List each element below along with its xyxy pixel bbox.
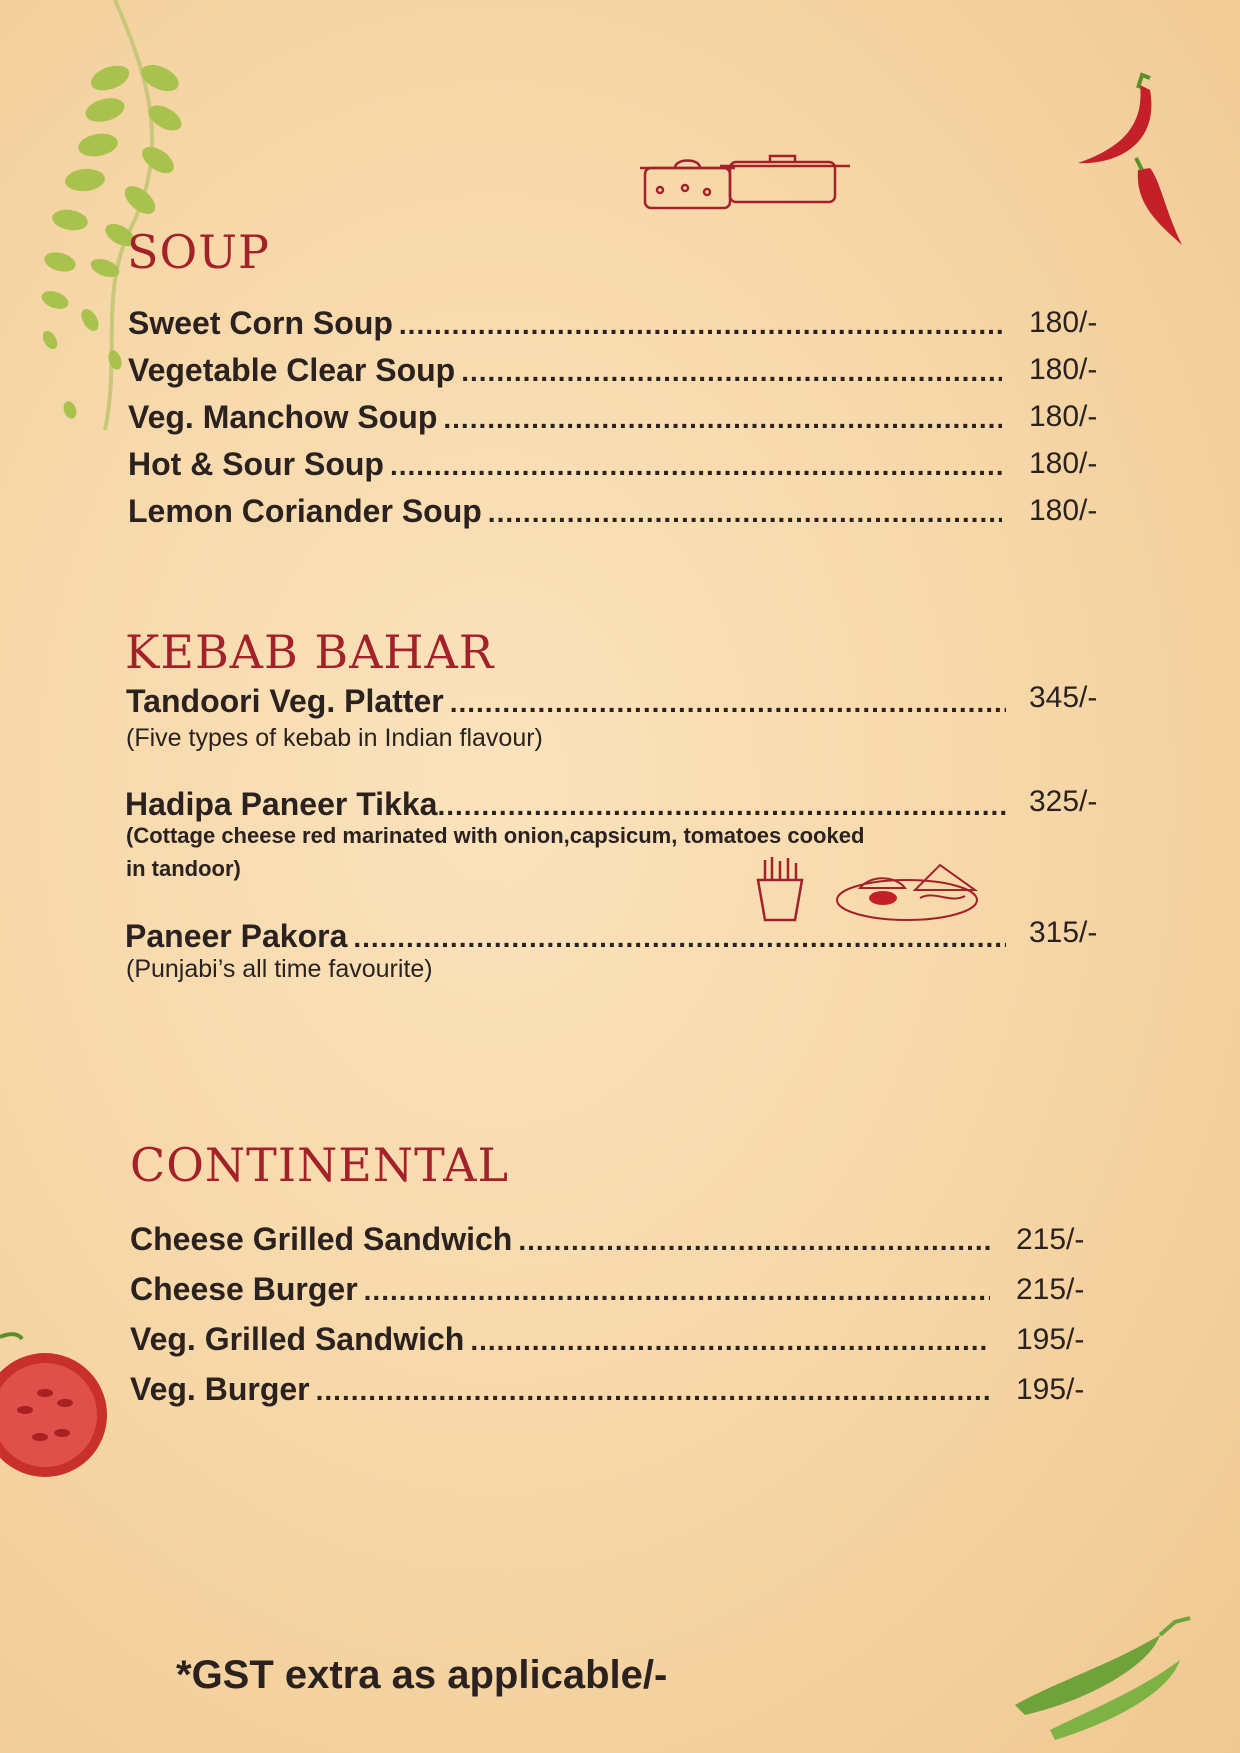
menu-item <box>128 446 1008 483</box>
menu-item <box>130 1321 996 1358</box>
menu-item-name: Veg. Manchow Soup <box>128 399 438 435</box>
leader-dots <box>399 309 1002 341</box>
gst-footnote: *GST extra as applicable/- <box>176 1653 668 1697</box>
leader-dots <box>437 790 1006 822</box>
menu-item-price: 180/- <box>1029 353 1098 386</box>
menu-item-description: (Cottage cheese red marinated with onion,capsicum, tomatoes cooked in tandoor) <box>126 823 865 881</box>
menu-item <box>130 1221 996 1258</box>
menu-item-price: 315/- <box>1029 916 1098 949</box>
menu-item-name: Sweet Corn Soup <box>128 305 393 341</box>
menu-item-name: Paneer Pakora <box>125 918 348 954</box>
leader-dots <box>488 497 1002 529</box>
cookware-illustration <box>635 150 855 215</box>
leader-dots <box>316 1375 990 1407</box>
leader-dots <box>364 1275 990 1307</box>
menu-item-description: (Punjabi’s all time favourite) <box>126 955 433 983</box>
okra-illustration <box>1010 1590 1205 1750</box>
menu-item <box>128 399 1008 436</box>
menu-item-price: 215/- <box>1016 1223 1085 1256</box>
menu-item-price: 195/- <box>1016 1323 1085 1356</box>
menu-item-price: 180/- <box>1029 400 1098 433</box>
menu-item <box>128 352 1008 389</box>
menu-item-price: 345/- <box>1029 681 1098 714</box>
menu-item-name: Lemon Coriander Soup <box>128 493 482 529</box>
section-title-continental: CONTINENTAL <box>130 1138 510 1192</box>
chili-illustration <box>1070 70 1190 270</box>
leader-dots <box>470 1325 990 1357</box>
menu-item-name: Cheese Grilled Sandwich <box>130 1221 513 1257</box>
menu-item-price: 195/- <box>1016 1373 1085 1406</box>
menu-item-name: Hadipa Paneer Tikka <box>125 786 438 822</box>
menu-item <box>128 493 1008 530</box>
leader-dots <box>390 450 1002 482</box>
menu-item-name: Hot & Sour Soup <box>128 446 384 482</box>
menu-item-name: Tandoori Veg. Platter <box>126 683 444 719</box>
menu-item-price: 180/- <box>1029 447 1098 480</box>
menu-item-price: 180/- <box>1029 494 1098 527</box>
menu-item <box>125 786 1012 823</box>
menu-item <box>126 683 1012 720</box>
menu-item <box>130 1271 996 1308</box>
menu-item <box>130 1371 996 1408</box>
menu-item-price: 215/- <box>1016 1273 1085 1306</box>
section-title-kebab-bahar: KEBAB BAHAR <box>125 625 495 679</box>
menu-item-name: Veg. Grilled Sandwich <box>130 1321 465 1357</box>
menu-item <box>125 918 1012 955</box>
leader-dots <box>450 687 1006 719</box>
menu-item-name: Cheese Burger <box>130 1271 358 1307</box>
section-title-soup: SOUP <box>127 225 270 279</box>
leader-dots <box>518 1225 990 1257</box>
menu-item-name: Vegetable Clear Soup <box>128 352 456 388</box>
menu-item-price: 325/- <box>1029 785 1098 818</box>
menu-item <box>128 305 1008 342</box>
tomato-illustration <box>0 1325 110 1505</box>
leader-dots <box>443 403 1002 435</box>
leader-dots <box>353 922 1006 954</box>
menu-item-price: 180/- <box>1029 306 1098 339</box>
leader-dots <box>461 356 1002 388</box>
menu-item-name: Veg. Burger <box>130 1371 310 1407</box>
menu-item-description: (Five types of kebab in Indian flavour) <box>126 724 543 752</box>
